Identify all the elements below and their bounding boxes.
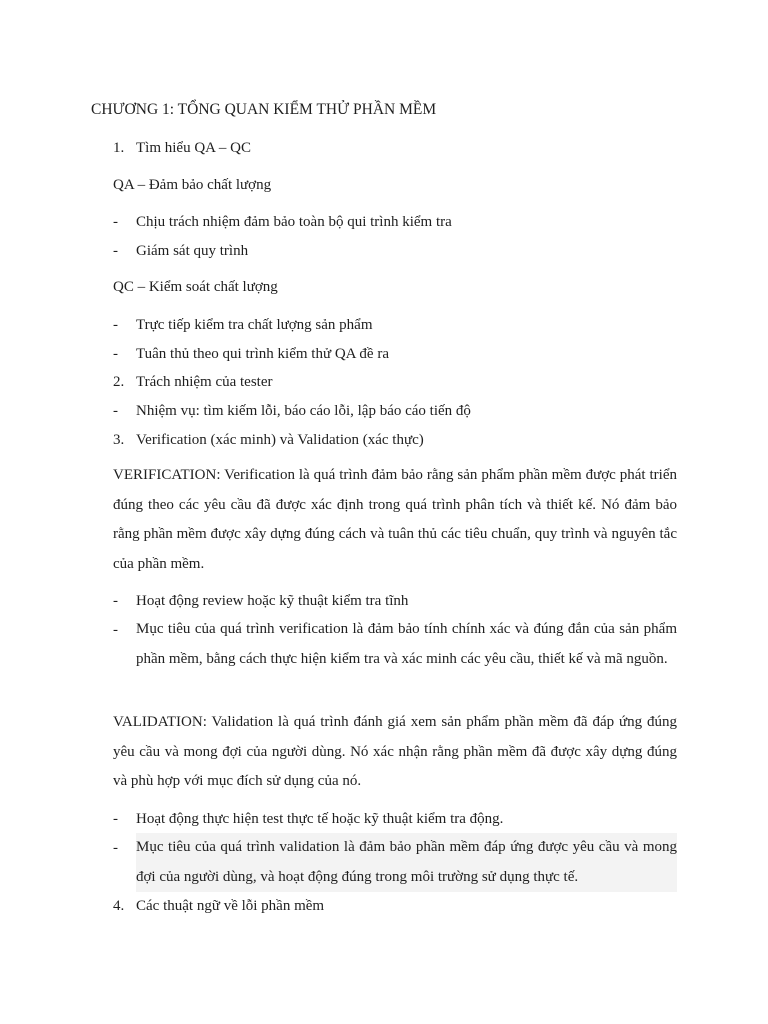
list-item: Nhiệm vụ: tìm kiếm lỗi, báo cáo lỗi, lập báo cáo tiến độ [136, 403, 471, 419]
list-item: Mục tiêu của quá trình verification là đảm bảo tính chính xác và đúng đắn của sản phẩm phần mềm, bằng cách thực hiện kiểm tra và xác minh các yêu cầu, thiết kế và mã nguồn. [136, 621, 677, 667]
list-item: Hoạt động review hoặc kỹ thuật kiểm tra tĩnh [136, 593, 409, 609]
qc-heading: QC – Kiểm soát chất lượng [113, 279, 278, 295]
section-heading: Các thuật ngữ về lỗi phần mềm [136, 898, 325, 914]
list-dash: - [113, 840, 118, 856]
section-heading: Trách nhiệm của tester [136, 374, 273, 390]
verification-paragraph: VERIFICATION: Verification là quá trình đảm bảo rằng sản phẩm phần mềm được phát triển đúng theo các yêu cầu đã được xác định trong quá trình phân tích và thiết kế. Nó đảm bảo rằng phần mềm được xây dựng đúng cách và tuân thủ các tiêu chuẩn, quy trình và nguyên tắc của phần mềm. [113, 467, 677, 572]
list-item: Mục tiêu của quá trình validation là đảm bảo phần mềm đáp ứng được yêu cầu và mong đợi của người dùng, và hoạt động đúng trong môi trường sử dụng thực tế. [136, 833, 677, 892]
list-item: Giám sát quy trình [136, 243, 249, 259]
section-number: 4. [113, 898, 125, 914]
page-title: CHƯƠNG 1: TỔNG QUAN KIỂM THỬ PHẦN MỀM [91, 101, 437, 118]
list-dash: - [113, 403, 118, 419]
section-number: 1. [113, 140, 125, 156]
list-dash: - [113, 317, 118, 333]
list-dash: - [113, 622, 118, 638]
validation-paragraph: VALIDATION: Validation là quá trình đánh giá xem sản phẩm phần mềm đã đáp ứng đúng yêu cầu và mong đợi của người dùng. Nó xác nhận rằng phần mềm đã được xây dựng đúng và phù hợp với mục đích sử dụng của nó. [113, 714, 677, 789]
list-item: Trực tiếp kiểm tra chất lượng sản phẩm [136, 317, 373, 333]
list-item: Chịu trách nhiệm đảm bảo toàn bộ qui trình kiểm tra [136, 214, 452, 230]
qa-heading: QA – Đảm bảo chất lượng [113, 177, 272, 193]
section-number: 2. [113, 374, 125, 390]
section-heading: Tìm hiểu QA – QC [136, 140, 251, 156]
list-dash: - [113, 346, 118, 362]
section-number: 3. [113, 432, 125, 448]
list-item: Hoạt động thực hiện test thực tế hoặc kỹ thuật kiểm tra động. [136, 811, 504, 827]
list-dash: - [113, 811, 118, 827]
list-dash: - [113, 593, 118, 609]
list-dash: - [113, 243, 118, 259]
section-heading: Verification (xác minh) và Validation (xác thực) [136, 432, 424, 448]
list-item: Tuân thủ theo qui trình kiểm thử QA đề ra [136, 346, 389, 362]
list-dash: - [113, 214, 118, 230]
